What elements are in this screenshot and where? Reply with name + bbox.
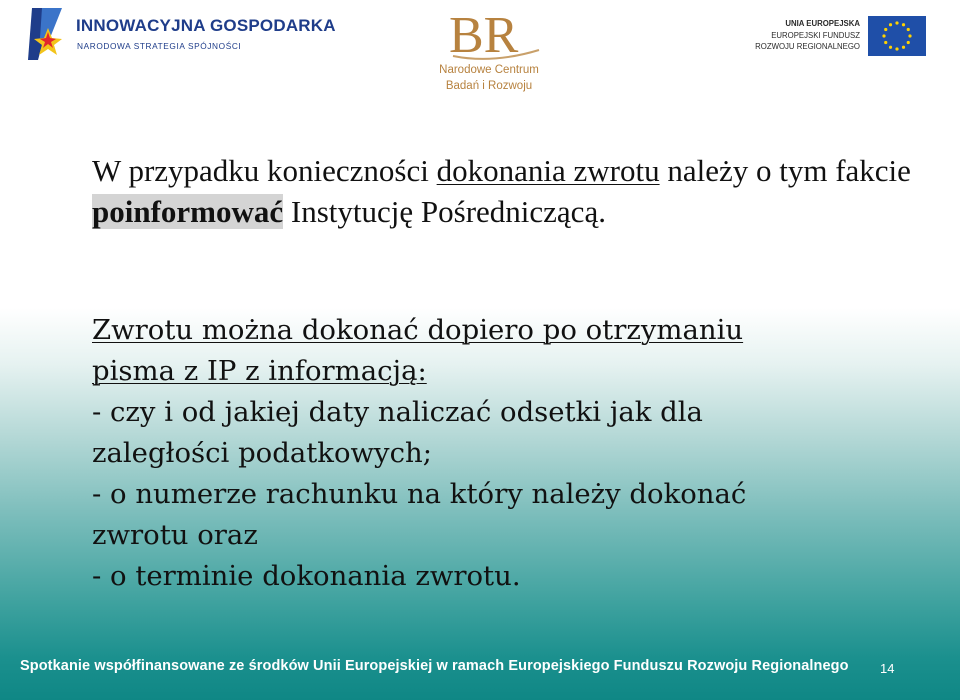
eu-line2: EUROPEJSKI FUNDUSZ [771,30,860,40]
ncbr-name-line1: Narodowe Centrum [439,64,539,76]
ig-star-icon [28,8,68,60]
intro-text-2: należy o tym fakcie [659,153,911,188]
paragraph-conditions [92,310,912,597]
header [0,0,960,100]
intro-text-1: W przypadku konieczności [92,153,437,188]
eu-star [907,28,910,31]
eu-star [884,41,887,44]
eu-star [902,46,905,49]
eu-logo [752,16,932,60]
eu-line3: ROZWOJU REGIONALNEGO [755,42,860,51]
innowacyjna-gospodarka-logo [28,8,336,68]
paragraph-intro [92,150,912,232]
footer [0,654,960,684]
conditions-line-4: zaległości podatkowych; [92,437,432,469]
eu-line1: UNIA EUROPEJSKA [785,19,860,28]
page-number: 14 [880,661,895,676]
eu-flag-icon [868,16,926,56]
eu-star [889,23,892,26]
ncbr-logo [415,6,575,96]
eu-star [895,21,898,24]
eu-text [755,18,860,53]
ncbr-monogram-icon [443,6,543,62]
eu-star [907,41,910,44]
eu-star [895,47,898,50]
eu-star [882,34,885,37]
ncbr-monogram: BR [449,7,519,62]
conditions-line-1: Zwrotu można dokonać dopiero po otrzymaniu [92,314,744,346]
ig-subtitle: NARODOWA STRATEGIA SPÓJNOŚCI [77,41,242,51]
eu-star [902,23,905,26]
ncbr-name-line2: Badań i Rozwoju [445,80,533,92]
conditions-line-3: - czy i od jakiej daty naliczać odsetki jak dla [92,396,703,428]
footer-cofinancing-text: Spotkanie współfinansowane ze środków Unii Europejskiej w ramach Europejskiego Funduszu Rozwoju Regionalnego [20,658,849,674]
conditions-line-2: pisma z IP z informacją: [92,355,427,387]
intro-bold: poinformować [92,194,284,229]
eu-star [889,46,892,49]
eu-star [884,28,887,31]
intro-text-3: Instytucję Pośredniczącą. [283,194,606,229]
eu-star [908,34,911,37]
ig-title: INNOWACYJNA GOSPODARKA [76,16,336,35]
slide-content [92,150,912,592]
conditions-line-6: zwrotu oraz [92,519,258,551]
conditions-line-7: - o terminie dokonania zwrotu. [92,560,521,592]
intro-underlined: dokonania zwrotu [436,153,660,188]
conditions-line-5: - o numerze rachunku na który należy dokonać [92,478,747,510]
